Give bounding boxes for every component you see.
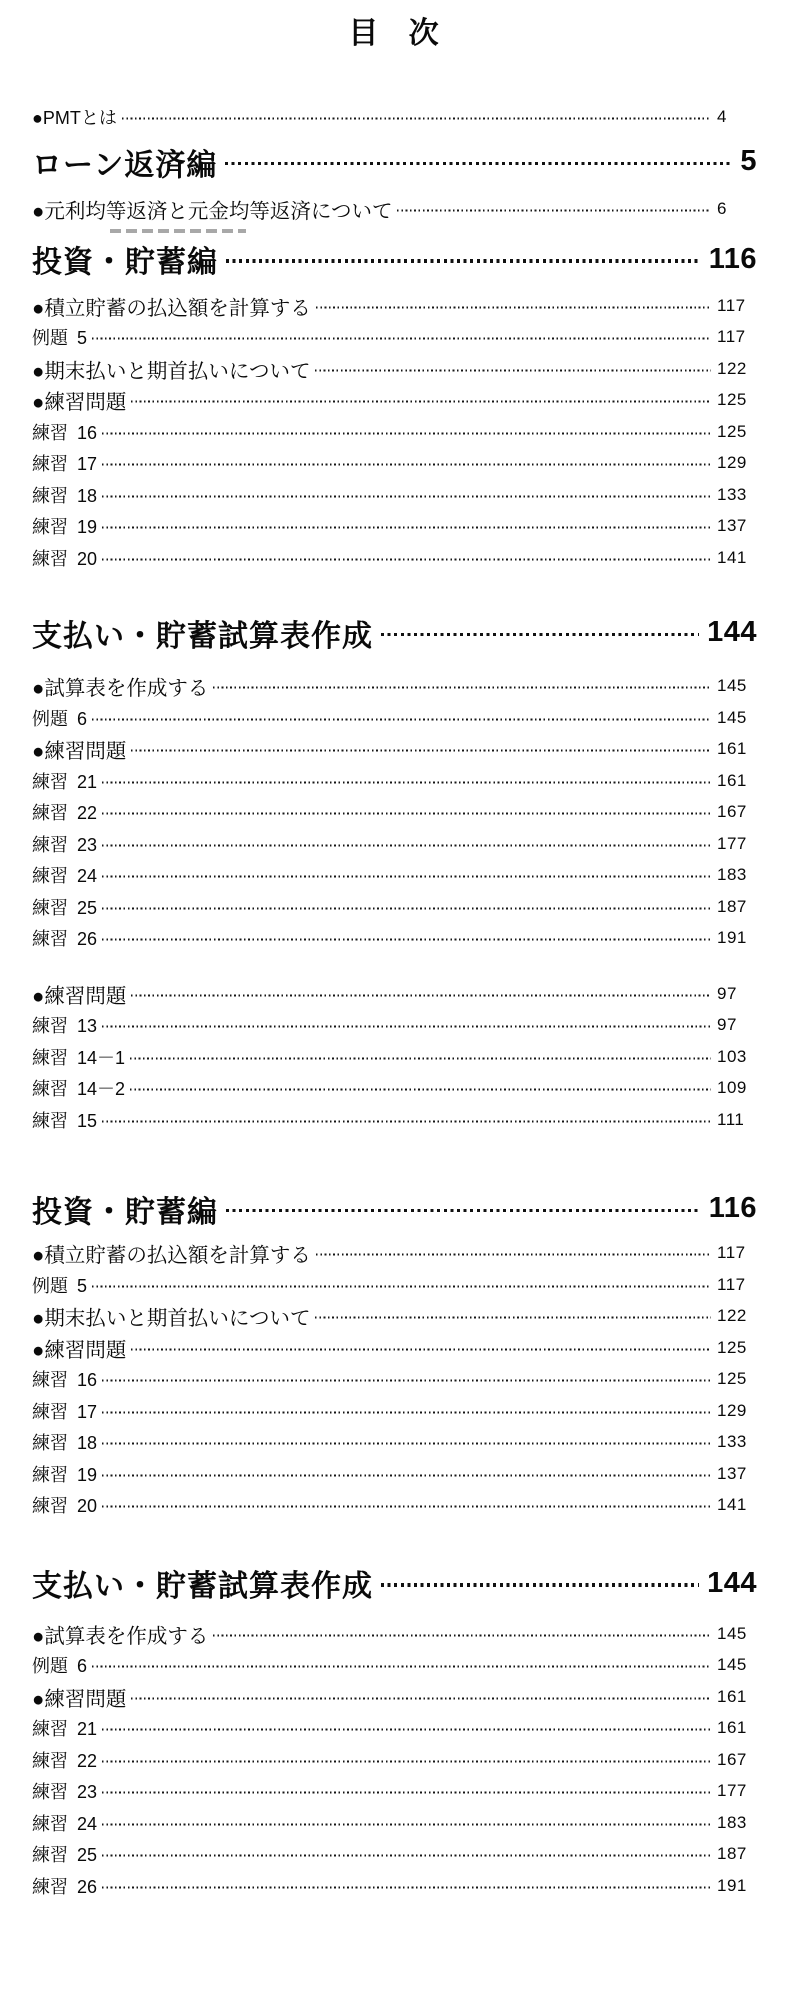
entry-label: 例題 5 xyxy=(32,1275,88,1296)
toc-heading xyxy=(32,1559,757,1607)
entry-label: 練習 23 xyxy=(32,834,98,855)
toc-entry xyxy=(32,1395,757,1427)
entry-page-number: 125 xyxy=(717,1369,747,1389)
toc-entry xyxy=(32,1458,757,1490)
toc-entry xyxy=(32,101,757,133)
toc-entry xyxy=(32,353,757,385)
toc-entry xyxy=(32,385,757,417)
toc-entry xyxy=(32,734,757,766)
dot-leader xyxy=(102,1792,711,1794)
toc-entry xyxy=(32,1650,757,1682)
dot-leader xyxy=(102,432,711,434)
entry-label: 練習 25 xyxy=(32,1845,98,1866)
dot-leader xyxy=(92,1666,711,1668)
entry-label: 練習 16 xyxy=(32,1370,98,1391)
entry-label: 練習 19 xyxy=(32,517,98,538)
dot-leader xyxy=(316,306,711,308)
toc-entry xyxy=(32,765,757,797)
toc-entry xyxy=(32,1427,757,1459)
toc-section-loan xyxy=(32,138,757,234)
toc-entry xyxy=(32,416,757,448)
entry-page-number: 137 xyxy=(717,516,747,536)
dot-leader xyxy=(102,1506,711,1508)
heading-page-number: 5 xyxy=(740,145,757,177)
entry-label: 練習 22 xyxy=(32,1750,98,1771)
entry-page-number: 122 xyxy=(717,1306,747,1326)
entry-label: 練習 21 xyxy=(32,1719,98,1740)
toc-entry xyxy=(32,1104,757,1136)
toc-entry xyxy=(32,1713,757,1745)
toc-entry xyxy=(32,290,757,322)
entry-page-number: 129 xyxy=(717,1400,747,1420)
toc-entry xyxy=(32,1870,757,1902)
dot-leader xyxy=(102,1855,711,1857)
entry-label: 練習 20 xyxy=(32,548,98,569)
entry-label: 練習 15 xyxy=(32,1110,98,1131)
entry-label: 練習 20 xyxy=(32,1496,98,1517)
toc-entry xyxy=(32,194,757,226)
entry-label: ●積立貯蓄の払込額を計算する xyxy=(32,296,311,320)
toc-entry xyxy=(32,1618,757,1650)
entry-label: 練習 14－1 xyxy=(32,1047,126,1068)
entry-page-number: 129 xyxy=(717,453,747,473)
entry-page-number: 141 xyxy=(717,547,747,567)
toc-entry xyxy=(32,1744,757,1776)
toc-entry xyxy=(32,978,757,1010)
entry-page-number: 167 xyxy=(717,1749,747,1769)
dot-leader xyxy=(92,718,711,720)
entry-page-number: 177 xyxy=(717,833,747,853)
entry-page-number: 133 xyxy=(717,1432,747,1452)
entry-page-number: 145 xyxy=(717,676,747,696)
toc-heading xyxy=(32,609,757,657)
toc-entry xyxy=(32,322,757,354)
dot-leader xyxy=(102,1380,711,1382)
dot-leader xyxy=(315,369,711,371)
toc-entry xyxy=(32,1238,757,1270)
dot-leader xyxy=(102,495,711,497)
entry-page-number: 145 xyxy=(717,1623,747,1643)
entry-page-number: 109 xyxy=(717,1078,747,1098)
toc-entry xyxy=(32,1364,757,1396)
toc-entry xyxy=(32,1332,757,1364)
dot-leader xyxy=(122,117,711,119)
entry-page-number: 183 xyxy=(717,865,747,885)
entry-page-number: 191 xyxy=(717,928,747,948)
dot-leader xyxy=(130,1089,711,1091)
entry-label: 練習 19 xyxy=(32,1464,98,1485)
heading-page-number: 116 xyxy=(708,242,757,275)
dot-leader xyxy=(102,1443,711,1445)
toc-section-invest2 xyxy=(32,1185,757,1522)
heading-label: 投資・貯蓄編 xyxy=(32,246,218,279)
toc-entry xyxy=(32,479,757,511)
toc-heading xyxy=(32,1185,757,1233)
toc-entry xyxy=(32,797,757,829)
dot-leader xyxy=(315,1317,711,1319)
dot-leader xyxy=(213,1634,711,1636)
entry-label: 練習 22 xyxy=(32,803,98,824)
dot-leader xyxy=(381,633,699,636)
page-title: 目 次 xyxy=(348,17,441,50)
entry-label: 例題 5 xyxy=(32,328,88,349)
entry-page-number: 111 xyxy=(717,1109,745,1129)
entry-label: ●期末払いと期首払いについて xyxy=(32,1307,311,1331)
entry-label: 例題 6 xyxy=(32,708,88,729)
entry-label: ●積立貯蓄の払込額を計算する xyxy=(32,1244,311,1268)
entry-label: ●練習問題 xyxy=(32,391,127,415)
heading-page-number: 144 xyxy=(707,616,757,648)
dot-leader xyxy=(213,687,711,689)
toc-entry xyxy=(32,1269,757,1301)
dot-leader xyxy=(130,1057,711,1059)
entry-page-number: 133 xyxy=(717,484,747,504)
heading-label: 投資・貯蓄編 xyxy=(32,1195,218,1229)
entry-page-number: 117 xyxy=(717,1243,746,1263)
toc-entry xyxy=(32,1807,757,1839)
entry-page-number: 125 xyxy=(717,421,747,441)
dot-leader xyxy=(102,876,711,878)
dot-leader xyxy=(226,1209,701,1212)
dot-leader xyxy=(102,813,711,815)
entry-page-number: 6 xyxy=(717,199,727,219)
dot-leader xyxy=(102,1823,711,1825)
entry-page-number: 145 xyxy=(717,1655,747,1675)
entry-page-number: 117 xyxy=(717,1274,746,1294)
dot-leader xyxy=(316,1254,711,1256)
heading-page-number: 144 xyxy=(707,1566,757,1599)
dot-leader xyxy=(381,1583,699,1586)
entry-page-number: 161 xyxy=(717,1718,747,1738)
entry-page-number: 125 xyxy=(717,390,747,410)
entry-page-number: 145 xyxy=(717,707,747,727)
entry-label: 練習 18 xyxy=(32,1433,98,1454)
entry-page-number: 97 xyxy=(717,983,737,1003)
entry-page-number: 125 xyxy=(717,1337,747,1357)
entry-label: ●試算表を作成する xyxy=(32,677,209,701)
toc-section-pay1 xyxy=(32,609,757,955)
dot-leader xyxy=(102,527,711,529)
dot-leader xyxy=(102,464,711,466)
entry-label: 練習 24 xyxy=(32,866,98,887)
entry-page-number: 183 xyxy=(717,1812,747,1832)
dot-leader xyxy=(225,162,732,165)
toc-heading xyxy=(32,235,757,283)
entry-page-number: 177 xyxy=(717,1781,747,1801)
entry-page-number: 122 xyxy=(717,358,747,378)
toc-entry xyxy=(32,923,757,955)
entry-label: 練習 26 xyxy=(32,929,98,950)
toc-entry xyxy=(32,1041,757,1073)
toc-section-pay2 xyxy=(32,1559,757,1902)
dot-leader xyxy=(131,401,711,403)
entry-page-number: 191 xyxy=(717,1875,747,1895)
entry-label: 練習 16 xyxy=(32,422,98,443)
toc-heading xyxy=(32,138,757,186)
toc-blocks xyxy=(32,101,757,1902)
entry-label: 練習 23 xyxy=(32,1782,98,1803)
heading-page-number: 116 xyxy=(708,1192,757,1224)
entry-page-number: 137 xyxy=(717,1463,747,1483)
toc-entry xyxy=(32,1776,757,1808)
dot-leader xyxy=(102,1474,711,1476)
entry-label: 練習 17 xyxy=(32,454,98,475)
toc-entry xyxy=(32,702,757,734)
toc-entry xyxy=(32,828,757,860)
dot-leader xyxy=(102,1120,711,1122)
toc-entry xyxy=(32,542,757,574)
heading-label: ローン返済編 xyxy=(32,148,218,182)
toc-entry xyxy=(32,891,757,923)
dot-leader xyxy=(92,1285,711,1287)
entry-label: 例題 6 xyxy=(32,1656,88,1677)
toc-entry xyxy=(32,448,757,480)
entry-page-number: 161 xyxy=(717,770,747,790)
entry-page-number: 141 xyxy=(717,1495,747,1515)
entry-label: 練習 24 xyxy=(32,1813,98,1834)
entry-label: 練習 14－2 xyxy=(32,1079,126,1100)
dot-leader xyxy=(226,259,701,262)
entry-page-number: 187 xyxy=(717,1844,747,1864)
toc-entry xyxy=(32,1681,757,1713)
entry-label: ●試算表を作成する xyxy=(32,1624,209,1648)
toc-section-intro xyxy=(32,101,757,133)
entry-page-number: 4 xyxy=(717,106,727,126)
heading-label: 支払い・貯蓄試算表作成 xyxy=(32,1570,373,1603)
entry-label: ●元利均等返済と元金均等返済について xyxy=(32,200,393,224)
toc-entry xyxy=(32,1839,757,1871)
dot-leader xyxy=(102,939,711,941)
entry-label: ●練習問題 xyxy=(32,1687,127,1711)
toc-page xyxy=(0,16,790,1996)
dot-leader xyxy=(131,1348,711,1350)
entry-label: 練習 13 xyxy=(32,1016,98,1037)
dot-leader xyxy=(102,558,711,560)
entry-label: 練習 17 xyxy=(32,1401,98,1422)
toc-entry xyxy=(32,1073,757,1105)
dot-leader xyxy=(131,1697,711,1699)
entry-label: 練習 25 xyxy=(32,897,98,918)
toc-section-orphan xyxy=(32,978,757,1136)
entry-label: 練習 26 xyxy=(32,1876,98,1897)
entry-page-number: 103 xyxy=(717,1046,747,1066)
entry-label: 練習 21 xyxy=(32,771,98,792)
dot-leader xyxy=(102,844,711,846)
dot-leader xyxy=(397,210,711,212)
entry-page-number: 187 xyxy=(717,896,747,916)
dot-leader xyxy=(102,1729,711,1731)
toc-entry xyxy=(32,1490,757,1522)
toc-entry xyxy=(32,511,757,543)
entry-label: 練習 18 xyxy=(32,485,98,506)
dot-leader xyxy=(102,1886,711,1888)
heading-label: 支払い・貯蓄試算表作成 xyxy=(32,619,373,653)
dot-leader xyxy=(102,1026,711,1028)
entry-label: ●練習問題 xyxy=(32,984,127,1008)
entry-page-number: 161 xyxy=(717,1686,747,1706)
entry-page-number: 161 xyxy=(717,739,747,759)
dot-leader xyxy=(131,994,711,996)
cropped-text-artifact xyxy=(110,229,246,233)
toc-entry xyxy=(32,671,757,703)
entry-page-number: 97 xyxy=(717,1015,737,1035)
dot-leader xyxy=(92,338,711,340)
dot-leader xyxy=(131,750,711,752)
toc-entry xyxy=(32,1301,757,1333)
toc-section-invest1 xyxy=(32,235,757,574)
entry-page-number: 117 xyxy=(717,327,746,347)
entry-label: ●練習問題 xyxy=(32,1338,127,1362)
dot-leader xyxy=(102,907,711,909)
dot-leader xyxy=(102,781,711,783)
entry-page-number: 117 xyxy=(717,295,746,315)
entry-page-number: 167 xyxy=(717,802,747,822)
toc-entry xyxy=(32,1010,757,1042)
entry-label: ●期末払いと期首払いについて xyxy=(32,359,311,383)
entry-label: ●PMTとは xyxy=(32,107,117,128)
dot-leader xyxy=(102,1411,711,1413)
entry-label: ●練習問題 xyxy=(32,740,127,764)
toc-entry xyxy=(32,860,757,892)
dot-leader xyxy=(102,1760,711,1762)
